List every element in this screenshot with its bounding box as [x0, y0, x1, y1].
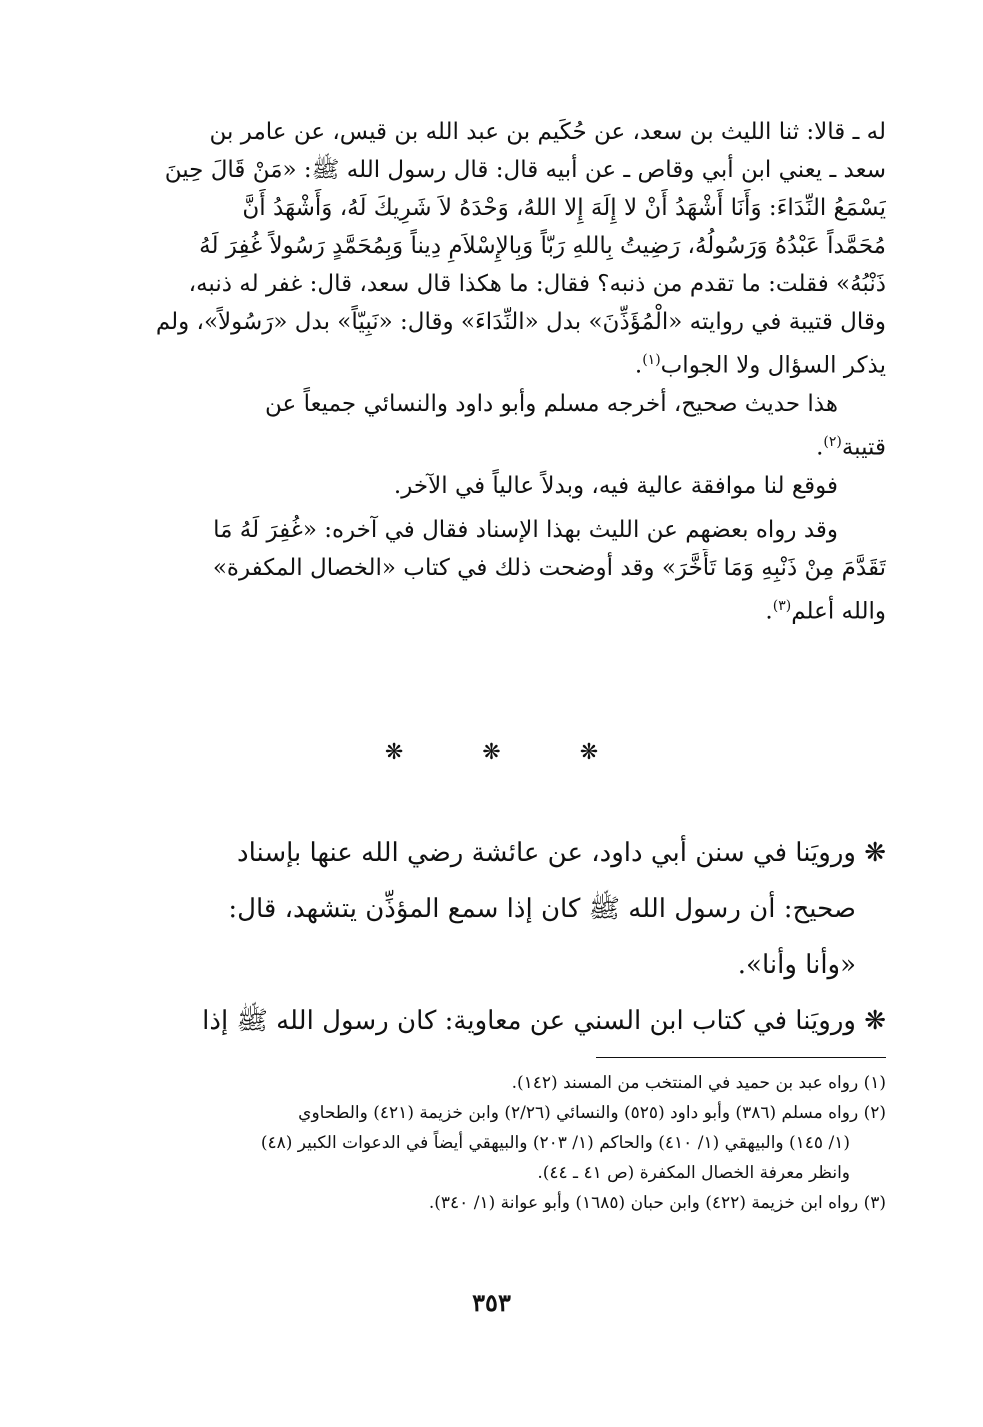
text-line: ذَنْبُهُ» فقلت: ما تقدم من ذنبه؟ فقال: ما هكذا قال سعد، قال: غفر له ذنبه،	[188, 271, 886, 297]
footnote-1: (١) رواه عبد بن حميد في المنتخب من المسند (١٤٢).	[511, 1073, 886, 1093]
text-line-content: والله أعلم	[791, 598, 886, 625]
star-ornament-icon: ❋	[482, 740, 501, 765]
footnote-marker-1: (١)	[642, 352, 661, 368]
text-line: وقال قتيبة في روايته «الْمُؤَذِّنَ» بدل «النِّدَاءَ» وقال: «نَبِيّاً» بدل «رَسُولاً»، ولم	[155, 309, 886, 335]
text-line-content: يذكر السؤال ولا الجواب	[660, 352, 886, 379]
footnote-marker-2: (٢)	[823, 434, 842, 450]
paragraph-4-line-2: تَقَدَّمَ مِنْ ذَنْبِهِ وَمَا تَأَخَّرَ» وقد أوضحت ذلك في كتاب «الخصال المكفرة»	[212, 555, 886, 581]
text-line: له ـ قالا: ثنا الليث بن سعد، عن حُكَيم بن عبد الله بن قيس، عن عامر بن	[209, 119, 886, 145]
footnotes-block	[96, 1068, 886, 1218]
footnote-marker-3: (٣)	[772, 598, 792, 614]
period: .	[765, 598, 773, 625]
paragraph-2-line-1: هذا حديث صحيح، أخرجه مسلم وأبو داود والنسائي جميعاً عن	[265, 391, 838, 417]
section-divider	[0, 740, 983, 765]
paragraph-4-line-1: وقد رواه بعضهم عن الليث بهذا الإسناد فقال في آخره: «غُفِرَ لَهُ مَا	[213, 517, 838, 543]
footnote-3: (٣) رواه ابن خزيمة (٤٢٢) وابن حبان (١٦٨٥) وأبو عوانة (١/ ٣٤٠).	[428, 1193, 886, 1213]
period: .	[634, 352, 643, 379]
section-two-line: ❋ ورويَنا في كتاب ابن السني عن معاوية: كان رسول الله ﷺ إذا	[202, 1006, 886, 1036]
paragraph-3: فوقع لنا موافقة عالية فيه، وبدلاً عالياً في الآخر.	[393, 473, 838, 499]
section-two-block	[96, 825, 886, 1049]
star-ornament-icon: ❋	[579, 740, 599, 765]
section-two-line: «وأنا وأنا».	[737, 950, 856, 980]
text-line-content: قتيبة	[841, 434, 886, 461]
section-two-line: صحيح: أن رسول الله ﷺ كان إذا سمع المؤذِّن يتشهد، قال:	[228, 894, 856, 924]
paragraph-2-line-2	[96, 423, 886, 461]
period: .	[816, 434, 824, 461]
text-line: يَسْمَعُ النِّدَاءَ: وَأَنَا أَشْهَدُ أَنْ لا إِلَهَ إِلا اللهُ، وَحْدَهُ لاَ شَرِيكَ لَهُ، وَأَشْهَدُ أَنَّ	[242, 195, 886, 221]
text-line: سعد ـ يعني ابن أبي وقاص ـ عن أبيه قال: قال رسول الله ﷺ: «مَنْ قَالَ حِينَ	[164, 157, 886, 183]
text-line: مُحَمَّداً عَبْدُهُ وَرَسُولُهُ، رَضِيتُ بِاللهِ رَبّاً وَبِالإِسْلاَمِ دِيناً وَبِمُحَمَّدٍ رَسُولاً غُفِرَ لَهُ	[199, 233, 886, 259]
star-ornament-icon: ❋	[384, 740, 404, 765]
footnote-2-line-1: (٢) رواه مسلم (٣٨٦) وأبو داود (٥٢٥) والنسائي (٢/٢٦) وابن خزيمة (٤٢١) والطحاوي	[298, 1103, 886, 1123]
text-line-with-footnote	[96, 341, 886, 379]
footnote-2-line-3: وانظر معرفة الخصال المكفرة (ص ٤١ ـ ٤٤).	[537, 1163, 850, 1183]
footnote-2-line-2: (١/ ١٤٥) والبيهقي (١/ ٤١٠) والحاكم (١/ ٢٠٣) والبيهقي أيضاً في الدعوات الكبير (٤٨)	[260, 1133, 850, 1153]
footnote-separator	[596, 1057, 886, 1058]
main-text-block	[96, 113, 886, 625]
section-two-line: ❋ ورويَنا في سنن أبي داود، عن عائشة رضي الله عنها بإسناد	[236, 838, 886, 868]
page-number: ٣٥٣	[472, 1288, 511, 1317]
paragraph-4-line-3	[96, 587, 886, 625]
